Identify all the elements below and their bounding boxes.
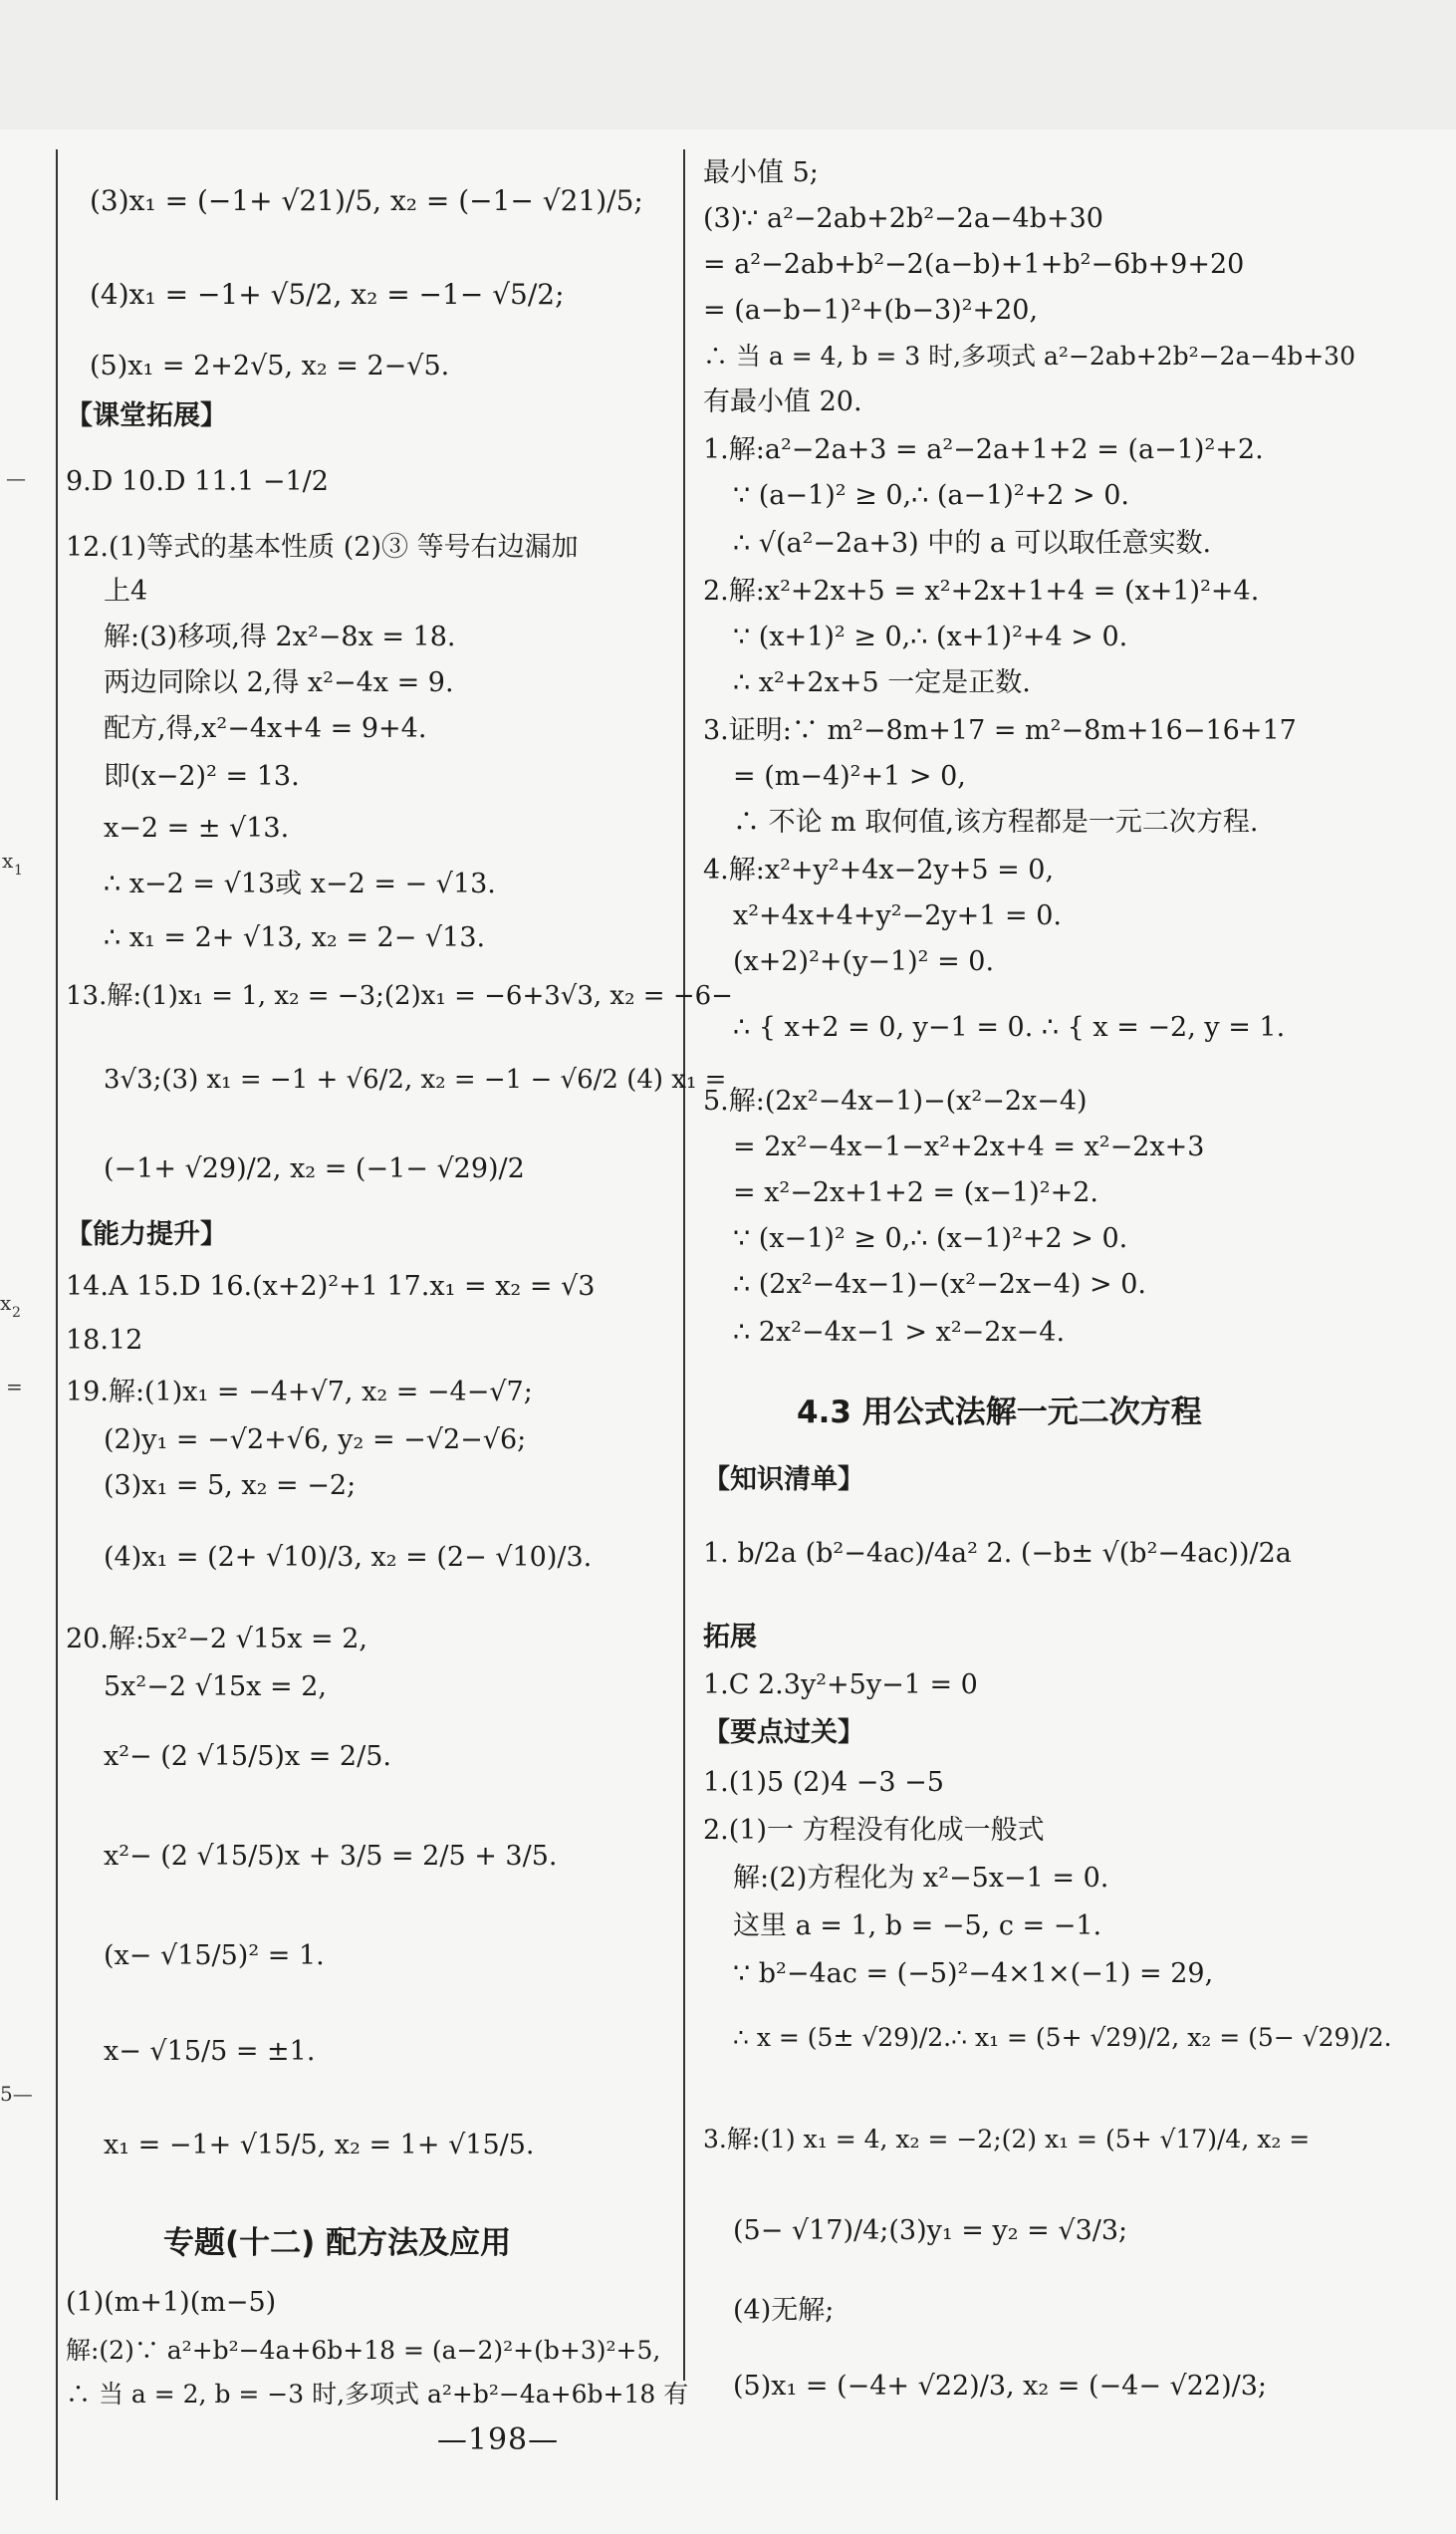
answer-line: 3.证明:∵ m²−8m+17 = m²−8m+16−16+17 bbox=[703, 715, 1297, 746]
edge-mark: x bbox=[0, 1291, 12, 1315]
answer-line: ∴ 当 a = 2, b = −3 时,多项式 a²+b²−4a+6b+18 有 bbox=[66, 2380, 689, 2408]
section-heading: 【能力提升】 bbox=[66, 1219, 227, 1250]
answer-line: 19.解:(1)x₁ = −4+√7, x₂ = −4−√7; bbox=[66, 1377, 533, 1407]
answer-line: ∵ b²−4ac = (−5)²−4×1×(−1) = 29, bbox=[733, 1958, 1214, 1989]
answer-line: 上4 bbox=[104, 576, 148, 607]
center-column-rule bbox=[683, 149, 685, 2381]
answer-line: 有最小值 20. bbox=[703, 386, 862, 417]
answer-line: (3)∵ a²−2ab+2b²−2a−4b+30 bbox=[703, 203, 1103, 234]
answer-line: = x²−2x+1+2 = (x−1)²+2. bbox=[733, 1177, 1098, 1208]
answer-line: (4)无解; bbox=[733, 2295, 835, 2326]
answer-line: (5)x₁ = (−4+ √22)/3, x₂ = (−4− √22)/3; bbox=[733, 2371, 1268, 2402]
answer-line: (4)x₁ = (2+ √10)/3, x₂ = (2− √10)/3. bbox=[104, 1542, 593, 1573]
answer-line: 13.解:(1)x₁ = 1, x₂ = −3;(2)x₁ = −6+3√3, x₂ = −6− bbox=[66, 981, 733, 1011]
answer-line: 解:(2)方程化为 x²−5x−1 = 0. bbox=[733, 1863, 1109, 1894]
section-heading: 【课堂拓展】 bbox=[66, 400, 227, 431]
answer-line: ∴ x²+2x+5 一定是正数. bbox=[733, 667, 1031, 698]
answer-line: 1.C 2.3y²+5y−1 = 0 bbox=[703, 1669, 978, 1700]
answer-line: (4)x₁ = −1+ √5/2, x₂ = −1− √5/2; bbox=[90, 278, 565, 311]
section-heading: 【要点过关】 bbox=[703, 1717, 864, 1748]
answer-line: 2.解:x²+2x+5 = x²+2x+1+4 = (x+1)²+4. bbox=[703, 576, 1260, 607]
answer-line: ∴ x−2 = √13或 x−2 = − √13. bbox=[104, 869, 496, 899]
answer-line: ∴ { x+2 = 0, y−1 = 0. ∴ { x = −2, y = 1. bbox=[733, 1012, 1286, 1043]
edge-mark: x bbox=[2, 849, 14, 873]
answer-line: 1.(1)5 (2)4 −3 −5 bbox=[703, 1767, 944, 1798]
answer-line: = a²−2ab+b²−2(a−b)+1+b²−6b+9+20 bbox=[703, 249, 1245, 280]
section-title: 4.3 用公式法解一元二次方程 bbox=[797, 1394, 1202, 1430]
answer-line: 14.A 15.D 16.(x+2)²+1 17.x₁ = x₂ = √3 bbox=[66, 1271, 596, 1302]
answer-line: 配方,得,x²−4x+4 = 9+4. bbox=[104, 713, 427, 744]
answer-line: (2)y₁ = −√2+√6, y₂ = −√2−√6; bbox=[104, 1424, 527, 1455]
answer-line: 3√3;(3) x₁ = −1 + √6/2, x₂ = −1 − √6/2 (4) x₁ = bbox=[104, 1065, 727, 1095]
left-column-rule bbox=[56, 149, 58, 2500]
answer-line: ∴ 2x²−4x−1 > x²−2x−4. bbox=[733, 1317, 1066, 1348]
answer-line: ∵ (x+1)² ≥ 0,∴ (x+1)²+4 > 0. bbox=[733, 622, 1128, 652]
answer-line: 5.解:(2x²−4x−1)−(x²−2x−4) bbox=[703, 1086, 1088, 1117]
answer-line: ∴ x₁ = 2+ √13, x₂ = 2− √13. bbox=[104, 922, 486, 953]
answer-line: x−2 = ± √13. bbox=[104, 813, 290, 844]
answer-line: 2.(1)一 方程没有化成一般式 bbox=[703, 1815, 1045, 1846]
answer-line: 即(x−2)² = 13. bbox=[104, 761, 300, 792]
answer-line: x²− (2 √15/5)x + 3/5 = 2/5 + 3/5. bbox=[104, 1841, 558, 1872]
page-number: —198— bbox=[436, 2422, 560, 2457]
answer-line: 12.(1)等式的基本性质 (2)③ 等号右边漏加 bbox=[66, 532, 579, 563]
answer-line: ∴ √(a²−2a+3) 中的 a 可以取任意实数. bbox=[733, 528, 1212, 559]
page-top-margin bbox=[0, 0, 1456, 129]
answer-line: (1)(m+1)(m−5) bbox=[66, 2287, 277, 2318]
answer-line: 9.D 10.D 11.1 −1/2 bbox=[66, 466, 329, 497]
answer-line: (3)x₁ = 5, x₂ = −2; bbox=[104, 1470, 357, 1501]
answer-line: ∴ 当 a = 4, b = 3 时,多项式 a²−2ab+2b²−2a−4b+30 bbox=[703, 342, 1355, 371]
answer-line: x− √15/5 = ±1. bbox=[104, 2036, 316, 2067]
answer-line: = (a−b−1)²+(b−3)²+20, bbox=[703, 295, 1039, 326]
answer-line: ∵ (x−1)² ≥ 0,∴ (x−1)²+2 > 0. bbox=[733, 1223, 1128, 1254]
answer-line: ∴ 不论 m 取何值,该方程都是一元二次方程. bbox=[733, 807, 1259, 838]
answer-line: 解:(3)移项,得 2x²−8x = 18. bbox=[104, 622, 456, 652]
answer-line: x²+4x+4+y²−2y+1 = 0. bbox=[733, 900, 1062, 931]
answer-line: 4.解:x²+y²+4x−2y+5 = 0, bbox=[703, 855, 1055, 886]
answer-line: x²− (2 √15/5)x = 2/5. bbox=[104, 1741, 391, 1772]
answer-line: 两边同除以 2,得 x²−4x = 9. bbox=[104, 667, 454, 698]
edge-mark: 2 bbox=[12, 1305, 21, 1321]
answer-line: = 2x²−4x−1−x²+2x+4 = x²−2x+3 bbox=[733, 1132, 1205, 1162]
answer-line: ∵ (a−1)² ≥ 0,∴ (a−1)²+2 > 0. bbox=[733, 480, 1129, 511]
section-heading: 拓展 bbox=[703, 1622, 757, 1652]
answer-line: (x− √15/5)² = 1. bbox=[104, 1940, 325, 1971]
answer-line: (−1+ √29)/2, x₂ = (−1− √29)/2 bbox=[104, 1153, 525, 1184]
answer-line: ∴ x = (5± √29)/2.∴ x₁ = (5+ √29)/2, x₂ = (5− √29)/2. bbox=[733, 2023, 1392, 2052]
answer-line: 这里 a = 1, b = −5, c = −1. bbox=[733, 1910, 1102, 1941]
topic-title: 专题(十二) 配方法及应用 bbox=[163, 2225, 512, 2261]
edge-mark: = bbox=[6, 1375, 23, 1398]
answer-line: 18.12 bbox=[66, 1325, 143, 1356]
answer-line: 3.解:(1) x₁ = 4, x₂ = −2;(2) x₁ = (5+ √17)/4, x₂ = bbox=[703, 2125, 1311, 2154]
answer-line: (x+2)²+(y−1)² = 0. bbox=[733, 946, 995, 977]
edge-mark: 1 bbox=[14, 863, 23, 879]
answer-line: (3)x₁ = (−1+ √21)/5, x₂ = (−1− √21)/5; bbox=[90, 184, 643, 217]
answer-line: 1.解:a²−2a+3 = a²−2a+1+2 = (a−1)²+2. bbox=[703, 434, 1264, 465]
answer-line: = (m−4)²+1 > 0, bbox=[733, 761, 966, 792]
answer-line: 1. b/2a (b²−4ac)/4a² 2. (−b± √(b²−4ac))/2a bbox=[703, 1538, 1292, 1569]
answer-line: 解:(2)∵ a²+b²−4a+6b+18 = (a−2)²+(b+3)²+5, bbox=[66, 2336, 661, 2365]
section-heading: 【知识清单】 bbox=[703, 1464, 864, 1495]
edge-mark: — bbox=[6, 466, 26, 490]
answer-line: ∴ (2x²−4x−1)−(x²−2x−4) > 0. bbox=[733, 1269, 1147, 1300]
answer-line: (5)x₁ = 2+2√5, x₂ = 2−√5. bbox=[90, 351, 450, 381]
answer-line: 20.解:5x²−2 √15x = 2, bbox=[66, 1624, 367, 1654]
answer-line: 最小值 5; bbox=[703, 157, 819, 188]
answer-line: 5x²−2 √15x = 2, bbox=[104, 1671, 327, 1702]
answer-line: x₁ = −1+ √15/5, x₂ = 1+ √15/5. bbox=[104, 2130, 535, 2160]
answer-line: (5− √17)/4;(3)y₁ = y₂ = √3/3; bbox=[733, 2215, 1128, 2246]
edge-mark: 5— bbox=[0, 2082, 33, 2106]
